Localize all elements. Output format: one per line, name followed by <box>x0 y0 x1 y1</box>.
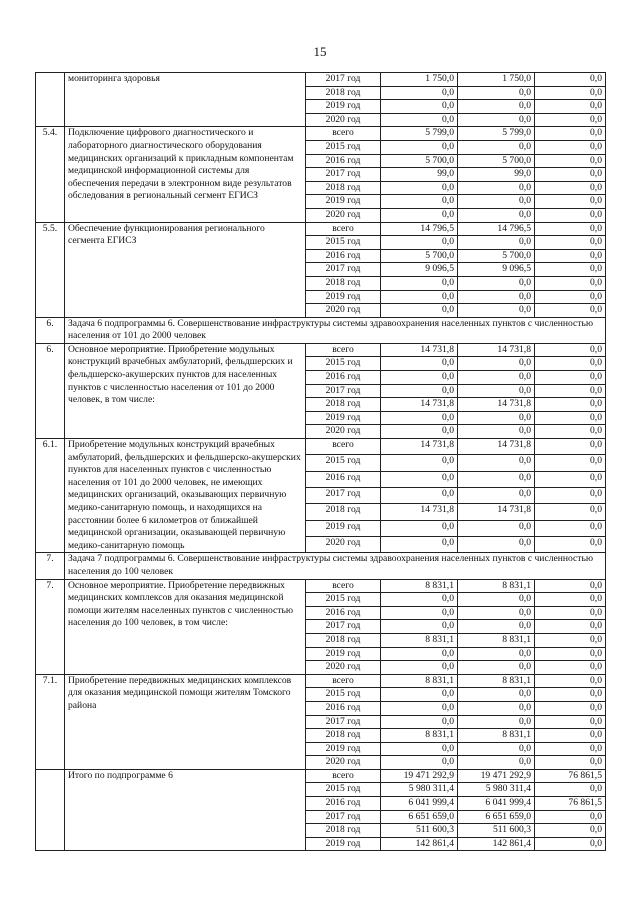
row-number <box>36 769 65 851</box>
amount-cell: 0,0 <box>458 236 535 250</box>
year-cell: 2015 год <box>306 140 381 154</box>
total-amount-cell: 6 651 659,0 <box>381 810 458 824</box>
total-amount-cell: 0,0 <box>381 620 458 634</box>
total-amount-cell: 0,0 <box>381 371 458 385</box>
federal-amount-cell: 0,0 <box>535 357 606 371</box>
federal-amount-cell: 0,0 <box>535 537 606 553</box>
amount-cell: 0,0 <box>458 371 535 385</box>
total-amount-cell: 0,0 <box>381 195 458 209</box>
total-amount-cell: 0,0 <box>381 455 458 471</box>
year-cell: всего <box>306 769 381 783</box>
amount-cell: 0,0 <box>458 425 535 439</box>
federal-amount-cell: 0,0 <box>535 411 606 425</box>
year-cell: 2019 год <box>306 520 381 536</box>
year-cell: 2016 год <box>306 606 381 620</box>
federal-amount-cell: 0,0 <box>535 304 606 318</box>
total-amount-cell: 19 471 292,9 <box>381 769 458 783</box>
federal-amount-cell: 0,0 <box>535 290 606 304</box>
amount-cell: 6 041 999,4 <box>458 797 535 811</box>
amount-cell: 0,0 <box>458 537 535 553</box>
total-amount-cell: 0,0 <box>381 471 458 487</box>
total-amount-cell: 0,0 <box>381 411 458 425</box>
total-amount-cell: 5 700,0 <box>381 249 458 263</box>
year-cell: всего <box>306 222 381 236</box>
federal-amount-cell: 0,0 <box>535 86 606 100</box>
year-cell: 2018 год <box>306 824 381 838</box>
amount-cell: 0,0 <box>458 208 535 222</box>
year-cell: всего <box>306 579 381 593</box>
amount-cell: 0,0 <box>458 113 535 127</box>
year-cell: 2015 год <box>306 236 381 250</box>
total-amount-cell: 5 799,0 <box>381 127 458 141</box>
year-cell: 2019 год <box>306 647 381 661</box>
total-amount-cell: 1 750,0 <box>381 73 458 87</box>
table-row <box>36 769 606 783</box>
year-cell: 2017 год <box>306 168 381 182</box>
total-amount-cell: 0,0 <box>381 357 458 371</box>
total-amount-cell: 8 831,1 <box>381 674 458 688</box>
amount-cell: 0,0 <box>458 86 535 100</box>
amount-cell: 0,0 <box>458 304 535 318</box>
year-cell: 2018 год <box>306 398 381 412</box>
year-cell: всего <box>306 127 381 141</box>
table-row <box>36 222 606 236</box>
amount-cell: 0,0 <box>458 520 535 536</box>
total-amount-cell: 0,0 <box>381 425 458 439</box>
year-cell: 2019 год <box>306 837 381 851</box>
amount-cell: 0,0 <box>458 455 535 471</box>
amount-cell: 0,0 <box>458 715 535 729</box>
amount-cell: 5 700,0 <box>458 154 535 168</box>
total-amount-cell: 14 731,8 <box>381 439 458 455</box>
federal-amount-cell: 0,0 <box>535 154 606 168</box>
amount-cell: 0,0 <box>458 195 535 209</box>
year-cell: всего <box>306 674 381 688</box>
amount-cell: 8 831,1 <box>458 633 535 647</box>
amount-cell: 0,0 <box>458 181 535 195</box>
amount-cell: 14 731,8 <box>458 343 535 357</box>
federal-amount-cell: 0,0 <box>535 593 606 607</box>
table-row <box>36 579 606 593</box>
year-cell: 2016 год <box>306 797 381 811</box>
year-cell: 2018 год <box>306 729 381 743</box>
total-amount-cell: 0,0 <box>381 384 458 398</box>
activity-name: Основное мероприятие. Приобретение передвижных медицинских комплексов для оказания медицинской помощи жителям населенных пунктов с численностью населения до 100 человек, в том числе: <box>65 579 306 674</box>
total-amount-cell: 5 700,0 <box>381 154 458 168</box>
table-row <box>36 73 606 87</box>
federal-amount-cell: 0,0 <box>535 606 606 620</box>
federal-amount-cell: 0,0 <box>535 249 606 263</box>
total-amount-cell: 0,0 <box>381 647 458 661</box>
total-amount-cell: 0,0 <box>381 742 458 756</box>
federal-amount-cell: 0,0 <box>535 113 606 127</box>
amount-cell: 14 731,8 <box>458 504 535 520</box>
amount-cell: 0,0 <box>458 411 535 425</box>
activity-name: Обеспечение функционирования регионального сегмента ЕГИСЗ <box>65 222 306 317</box>
amount-cell: 0,0 <box>458 276 535 290</box>
amount-cell: 5 700,0 <box>458 249 535 263</box>
table-row <box>36 674 606 688</box>
federal-amount-cell: 0,0 <box>535 783 606 797</box>
row-number: 7.1. <box>36 674 65 769</box>
total-amount-cell: 0,0 <box>381 593 458 607</box>
amount-cell: 14 731,8 <box>458 439 535 455</box>
total-amount-cell: 0,0 <box>381 488 458 504</box>
amount-cell: 0,0 <box>458 701 535 715</box>
table-body <box>36 73 606 851</box>
year-cell: 2017 год <box>306 384 381 398</box>
total-amount-cell: 0,0 <box>381 688 458 702</box>
row-number <box>36 73 65 127</box>
federal-amount-cell: 0,0 <box>535 661 606 675</box>
total-amount-cell: 14 796,5 <box>381 222 458 236</box>
year-cell: 2016 год <box>306 154 381 168</box>
page-number: 15 <box>313 44 327 59</box>
amount-cell: 9 096,5 <box>458 263 535 277</box>
task-title: Задача 6 подпрограммы 6. Совершенствование инфраструктуры системы здравоохранения населенных пунктов с численностью населения от 101 до 2000 человек <box>65 317 606 343</box>
year-cell: 2017 год <box>306 810 381 824</box>
amount-cell: 14 796,5 <box>458 222 535 236</box>
amount-cell: 0,0 <box>458 620 535 634</box>
federal-amount-cell: 0,0 <box>535 208 606 222</box>
amount-cell: 6 651 659,0 <box>458 810 535 824</box>
total-amount-cell: 0,0 <box>381 208 458 222</box>
activity-name: мониторинга здоровья <box>65 73 306 127</box>
year-cell: 2018 год <box>306 633 381 647</box>
year-cell: 2016 год <box>306 249 381 263</box>
table-row <box>36 127 606 141</box>
amount-cell: 0,0 <box>458 647 535 661</box>
total-amount-cell: 0,0 <box>381 236 458 250</box>
federal-amount-cell: 76 861,5 <box>535 797 606 811</box>
year-cell: 2019 год <box>306 290 381 304</box>
amount-cell: 0,0 <box>458 606 535 620</box>
amount-cell: 0,0 <box>458 488 535 504</box>
total-amount-cell: 5 980 311,4 <box>381 783 458 797</box>
federal-amount-cell: 0,0 <box>535 425 606 439</box>
year-cell: 2017 год <box>306 715 381 729</box>
federal-amount-cell: 0,0 <box>535 168 606 182</box>
amount-cell: 8 831,1 <box>458 729 535 743</box>
federal-amount-cell: 0,0 <box>535 520 606 536</box>
activity-name: Итого по подпрограмме 6 <box>65 769 306 851</box>
year-cell: 2020 год <box>306 756 381 770</box>
federal-amount-cell: 0,0 <box>535 688 606 702</box>
year-cell: 2017 год <box>306 263 381 277</box>
row-number: 6.1. <box>36 439 65 553</box>
year-cell: 2018 год <box>306 86 381 100</box>
year-cell: 2018 год <box>306 181 381 195</box>
total-amount-cell: 0,0 <box>381 304 458 318</box>
total-amount-cell: 0,0 <box>381 661 458 675</box>
federal-amount-cell: 0,0 <box>535 837 606 851</box>
federal-amount-cell: 0,0 <box>535 73 606 87</box>
federal-amount-cell: 0,0 <box>535 579 606 593</box>
federal-amount-cell: 0,0 <box>535 488 606 504</box>
federal-amount-cell: 0,0 <box>535 810 606 824</box>
total-amount-cell: 8 831,1 <box>381 579 458 593</box>
amount-cell: 0,0 <box>458 661 535 675</box>
total-amount-cell: 0,0 <box>381 140 458 154</box>
row-number: 6. <box>36 343 65 438</box>
total-amount-cell: 99,0 <box>381 168 458 182</box>
year-cell: 2017 год <box>306 488 381 504</box>
task-title: Задача 7 подпрограммы 6. Совершенствование инфраструктуры системы здравоохранения населенных пунктов с численностью населения до 100 человек <box>65 553 606 579</box>
total-amount-cell: 0,0 <box>381 86 458 100</box>
year-cell: 2019 год <box>306 742 381 756</box>
activity-name: Подключение цифрового диагностического и лабораторного диагностического оборудования медицинских организаций к прикладным компонентам медицинской информационной системы для обеспечения передачи в электронном виде результатов обследования в региональный сегмент ЕГИСЗ <box>65 127 306 222</box>
row-number: 7. <box>36 553 65 579</box>
total-amount-cell: 511 600,3 <box>381 824 458 838</box>
amount-cell: 0,0 <box>458 290 535 304</box>
federal-amount-cell: 0,0 <box>535 127 606 141</box>
amount-cell: 142 861,4 <box>458 837 535 851</box>
total-amount-cell: 142 861,4 <box>381 837 458 851</box>
federal-amount-cell: 0,0 <box>535 439 606 455</box>
budget-table <box>35 72 606 851</box>
activity-name: Основное мероприятие. Приобретение модульных конструкций врачебных амбулаторий, фельдшерских и фельдшерско-акушерских пунктов для населенных пунктов с численностью населения от 101 до 2000 человек, в том числе: <box>65 343 306 438</box>
total-amount-cell: 8 831,1 <box>381 729 458 743</box>
amount-cell: 5 980 311,4 <box>458 783 535 797</box>
year-cell: 2015 год <box>306 783 381 797</box>
row-number: 5.5. <box>36 222 65 317</box>
total-amount-cell: 0,0 <box>381 756 458 770</box>
federal-amount-cell: 0,0 <box>535 647 606 661</box>
year-cell: 2020 год <box>306 113 381 127</box>
federal-amount-cell: 0,0 <box>535 620 606 634</box>
amount-cell: 0,0 <box>458 593 535 607</box>
year-cell: 2016 год <box>306 471 381 487</box>
amount-cell: 0,0 <box>458 140 535 154</box>
federal-amount-cell: 0,0 <box>535 756 606 770</box>
year-cell: 2019 год <box>306 100 381 114</box>
year-cell: 2015 год <box>306 688 381 702</box>
total-amount-cell: 14 731,8 <box>381 343 458 357</box>
federal-amount-cell: 76 861,5 <box>535 769 606 783</box>
year-cell: 2020 год <box>306 661 381 675</box>
year-cell: 2018 год <box>306 504 381 520</box>
total-amount-cell: 9 096,5 <box>381 263 458 277</box>
row-number: 6. <box>36 317 65 343</box>
table-row <box>36 343 606 357</box>
amount-cell: 0,0 <box>458 756 535 770</box>
total-amount-cell: 0,0 <box>381 100 458 114</box>
total-amount-cell: 0,0 <box>381 113 458 127</box>
year-cell: 2015 год <box>306 357 381 371</box>
year-cell: 2020 год <box>306 304 381 318</box>
total-amount-cell: 0,0 <box>381 520 458 536</box>
total-amount-cell: 8 831,1 <box>381 633 458 647</box>
year-cell: 2020 год <box>306 425 381 439</box>
amount-cell: 99,0 <box>458 168 535 182</box>
federal-amount-cell: 0,0 <box>535 455 606 471</box>
federal-amount-cell: 0,0 <box>535 742 606 756</box>
federal-amount-cell: 0,0 <box>535 674 606 688</box>
federal-amount-cell: 0,0 <box>535 140 606 154</box>
amount-cell: 19 471 292,9 <box>458 769 535 783</box>
amount-cell: 0,0 <box>458 100 535 114</box>
row-number: 7. <box>36 579 65 674</box>
amount-cell: 0,0 <box>458 742 535 756</box>
task-row <box>36 317 606 343</box>
total-amount-cell: 14 731,8 <box>381 398 458 412</box>
total-amount-cell: 0,0 <box>381 290 458 304</box>
total-amount-cell: 0,0 <box>381 715 458 729</box>
activity-name: Приобретение модульных конструкций врачебных амбулаторий, фельдшерских и фельдшерско-акушерских пунктов для населенных пунктов с численностью населения от 101 до 2000 человек, не имеющих медицинских организаций, оказывающих первичную медико-санитарную помощь, и находящихся на расстоянии более 6 километров от ближайшей медицинской организации, оказывающей первичную медико-санитарную помощь <box>65 439 306 553</box>
federal-amount-cell: 0,0 <box>535 471 606 487</box>
total-amount-cell: 14 731,8 <box>381 504 458 520</box>
year-cell: 2019 год <box>306 411 381 425</box>
year-cell: 2015 год <box>306 593 381 607</box>
year-cell: 2015 год <box>306 455 381 471</box>
federal-amount-cell: 0,0 <box>535 263 606 277</box>
amount-cell: 5 799,0 <box>458 127 535 141</box>
year-cell: 2020 год <box>306 537 381 553</box>
year-cell: всего <box>306 343 381 357</box>
activity-name: Приобретение передвижных медицинских комплексов для оказания медицинской помощи жителям Томского района <box>65 674 306 769</box>
federal-amount-cell: 0,0 <box>535 504 606 520</box>
federal-amount-cell: 0,0 <box>535 276 606 290</box>
amount-cell: 0,0 <box>458 357 535 371</box>
row-number: 5.4. <box>36 127 65 222</box>
table-row <box>36 439 606 455</box>
total-amount-cell: 0,0 <box>381 537 458 553</box>
federal-amount-cell: 0,0 <box>535 195 606 209</box>
federal-amount-cell: 0,0 <box>535 633 606 647</box>
total-amount-cell: 0,0 <box>381 181 458 195</box>
amount-cell: 0,0 <box>458 688 535 702</box>
amount-cell: 8 831,1 <box>458 579 535 593</box>
year-cell: 2016 год <box>306 371 381 385</box>
total-amount-cell: 0,0 <box>381 276 458 290</box>
amount-cell: 511 600,3 <box>458 824 535 838</box>
federal-amount-cell: 0,0 <box>535 100 606 114</box>
federal-amount-cell: 0,0 <box>535 729 606 743</box>
year-cell: 2016 год <box>306 701 381 715</box>
year-cell: 2019 год <box>306 195 381 209</box>
amount-cell: 0,0 <box>458 471 535 487</box>
year-cell: 2017 год <box>306 73 381 87</box>
amount-cell: 14 731,8 <box>458 398 535 412</box>
total-amount-cell: 6 041 999,4 <box>381 797 458 811</box>
federal-amount-cell: 0,0 <box>535 824 606 838</box>
year-cell: 2018 год <box>306 276 381 290</box>
amount-cell: 8 831,1 <box>458 674 535 688</box>
task-row <box>36 553 606 579</box>
federal-amount-cell: 0,0 <box>535 715 606 729</box>
federal-amount-cell: 0,0 <box>535 701 606 715</box>
amount-cell: 0,0 <box>458 384 535 398</box>
year-cell: 2020 год <box>306 208 381 222</box>
amount-cell: 1 750,0 <box>458 73 535 87</box>
federal-amount-cell: 0,0 <box>535 398 606 412</box>
total-amount-cell: 0,0 <box>381 701 458 715</box>
year-cell: всего <box>306 439 381 455</box>
federal-amount-cell: 0,0 <box>535 236 606 250</box>
federal-amount-cell: 0,0 <box>535 371 606 385</box>
federal-amount-cell: 0,0 <box>535 343 606 357</box>
federal-amount-cell: 0,0 <box>535 222 606 236</box>
total-amount-cell: 0,0 <box>381 606 458 620</box>
federal-amount-cell: 0,0 <box>535 181 606 195</box>
year-cell: 2017 год <box>306 620 381 634</box>
federal-amount-cell: 0,0 <box>535 384 606 398</box>
